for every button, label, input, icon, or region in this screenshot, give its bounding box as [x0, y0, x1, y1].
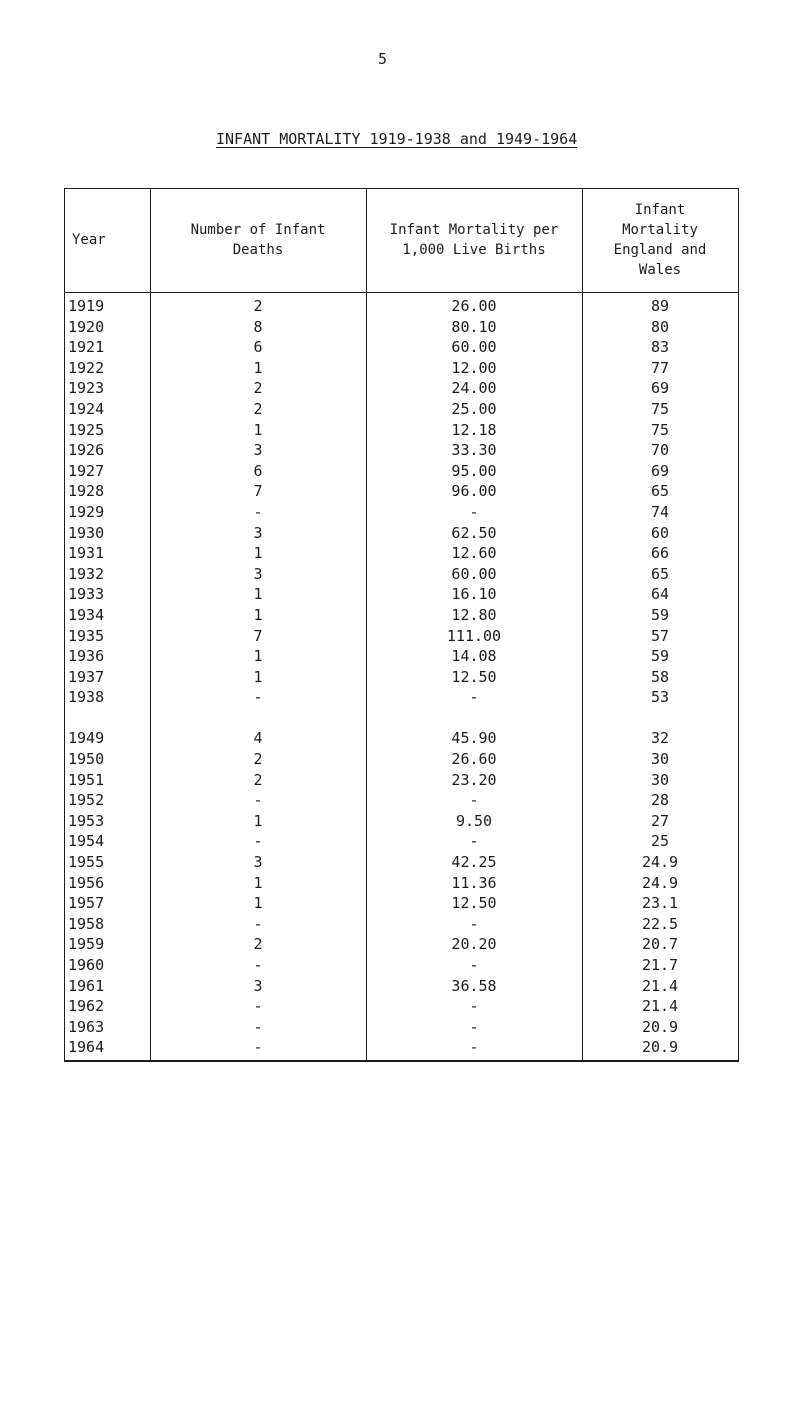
rate-cell: 80.10 [451, 317, 497, 336]
deaths-cell: - [253, 997, 263, 1016]
year-cell: 1954 [68, 832, 105, 851]
rate-cell: 24.00 [451, 379, 497, 398]
rate-cell: 111.00 [446, 626, 502, 645]
deaths-cell: - [253, 1017, 263, 1036]
england-wales-cell: 60 [650, 523, 670, 542]
table-row [64, 646, 739, 667]
england-wales-cell: 65 [650, 564, 670, 583]
year-cell: 1933 [68, 585, 105, 604]
table-row [64, 749, 739, 770]
deaths-cell: 2 [253, 399, 263, 418]
england-wales-cell: 58 [650, 667, 670, 686]
deaths-cell: 4 [253, 729, 263, 748]
deaths-cell: 1 [253, 358, 263, 377]
table-row [64, 317, 739, 338]
year-cell: 1928 [68, 482, 105, 501]
table-row [64, 728, 739, 749]
table-row [64, 1017, 739, 1038]
rate-cell: 12.50 [451, 667, 497, 686]
table-row [64, 626, 739, 647]
header-england-wales: Infant Mortality England and Wales [613, 202, 707, 278]
year-cell: 1953 [68, 811, 105, 830]
england-wales-cell: 74 [650, 502, 670, 521]
deaths-cell: 3 [253, 441, 263, 460]
england-wales-cell: 70 [650, 441, 670, 460]
deaths-cell: 1 [253, 811, 263, 830]
deaths-cell: 2 [253, 770, 263, 789]
rate-cell: 9.50 [455, 811, 493, 830]
year-cell: 1951 [68, 770, 105, 789]
year-cell: 1930 [68, 523, 105, 542]
rate-cell: - [469, 832, 479, 851]
rate-cell: 12.50 [451, 894, 497, 913]
deaths-cell: 1 [253, 873, 263, 892]
year-cell: 1934 [68, 605, 105, 624]
deaths-cell: - [253, 502, 263, 521]
england-wales-cell: 66 [650, 544, 670, 563]
table-row [64, 337, 739, 358]
deaths-cell: - [253, 688, 263, 707]
rate-cell: 14.08 [451, 647, 497, 666]
england-wales-cell: 30 [650, 770, 670, 789]
england-wales-cell: 21.4 [641, 997, 679, 1016]
rate-cell: 12.80 [451, 605, 497, 624]
table-row [64, 502, 739, 523]
england-wales-cell: 75 [650, 420, 670, 439]
table-body [64, 296, 739, 1058]
england-wales-cell: 30 [650, 750, 670, 769]
england-wales-cell: 57 [650, 626, 670, 645]
england-wales-cell: 65 [650, 482, 670, 501]
england-wales-cell: 23.1 [641, 894, 679, 913]
rate-cell: - [469, 502, 479, 521]
deaths-cell: 6 [253, 338, 263, 357]
deaths-cell: - [253, 956, 263, 974]
rate-cell: 33.30 [451, 441, 497, 460]
england-wales-cell: 21.4 [641, 976, 679, 995]
deaths-cell: 3 [253, 853, 263, 872]
document-title: INFANT MORTALITY 1919-1938 and 1949-1964 [216, 130, 578, 148]
rate-cell: - [469, 956, 479, 974]
deaths-cell: 2 [253, 379, 263, 398]
rate-cell: - [469, 791, 479, 810]
england-wales-cell: 64 [650, 585, 670, 604]
england-wales-cell: 20.9 [641, 1017, 679, 1036]
deaths-cell: 6 [253, 461, 263, 480]
deaths-cell: - [253, 914, 263, 933]
england-wales-cell: 20.9 [641, 1038, 679, 1057]
table-row [64, 934, 739, 955]
deaths-cell: 2 [253, 750, 263, 769]
year-cell: 1962 [68, 997, 105, 1016]
year-cell: 1957 [68, 894, 105, 913]
year-cell: 1963 [68, 1017, 105, 1036]
deaths-cell: 8 [253, 317, 263, 336]
england-wales-cell: 80 [650, 317, 670, 336]
table-row [64, 481, 739, 502]
rate-cell: 11.36 [451, 873, 497, 892]
table-bottom-border [64, 1060, 739, 1062]
table-row [64, 790, 739, 811]
year-cell: 1927 [68, 461, 105, 480]
page-number: 5 [378, 50, 388, 68]
table-row [64, 976, 739, 997]
deaths-cell: 1 [253, 585, 263, 604]
year-cell: 1959 [68, 935, 105, 954]
england-wales-cell: 59 [650, 647, 670, 666]
england-wales-cell: 32 [650, 729, 670, 748]
table-row [64, 873, 739, 894]
rate-cell: 45.90 [451, 729, 497, 748]
year-cell: 1921 [68, 338, 105, 357]
year-cell: 1950 [68, 750, 105, 769]
deaths-cell: 1 [253, 647, 263, 666]
table-row [64, 893, 739, 914]
rate-cell: 36.58 [451, 976, 497, 995]
year-cell: 1932 [68, 564, 105, 583]
year-cell: 1929 [68, 502, 105, 521]
table-row [64, 358, 739, 379]
table-row [64, 584, 739, 605]
table-row [64, 770, 739, 791]
year-cell: 1961 [68, 976, 105, 995]
rate-cell: 23.20 [451, 770, 497, 789]
table-row [64, 811, 739, 832]
deaths-cell: 3 [253, 564, 263, 583]
rate-cell: 26.60 [451, 750, 497, 769]
header-mortality-rate: Infant Mortality per 1,000 Live Births [389, 222, 559, 258]
year-cell: 1955 [68, 853, 105, 872]
table-row [64, 461, 739, 482]
england-wales-cell: 83 [650, 338, 670, 357]
period-gap [64, 708, 739, 729]
year-cell: 1960 [68, 956, 105, 974]
deaths-cell: 3 [253, 976, 263, 995]
england-wales-cell: 69 [650, 461, 670, 480]
deaths-cell: - [253, 832, 263, 851]
england-wales-cell: 25 [650, 832, 670, 851]
deaths-cell: 1 [253, 894, 263, 913]
england-wales-cell: 22.5 [641, 914, 679, 933]
deaths-cell: 1 [253, 544, 263, 563]
england-wales-cell: 20.7 [641, 935, 679, 954]
england-wales-cell: 69 [650, 379, 670, 398]
year-cell: 1919 [68, 297, 105, 315]
table-row [64, 420, 739, 441]
rate-cell: - [469, 997, 479, 1016]
rate-cell: 42.25 [451, 853, 497, 872]
england-wales-cell: 21.7 [641, 956, 679, 974]
year-cell: 1958 [68, 914, 105, 933]
table-row [64, 1037, 739, 1058]
deaths-cell: 7 [253, 482, 263, 501]
table-row [64, 564, 739, 585]
rate-cell: 60.00 [451, 338, 497, 357]
england-wales-cell: 75 [650, 399, 670, 418]
rate-cell: - [469, 1038, 479, 1057]
table-row [64, 831, 739, 852]
header-divider [64, 292, 739, 293]
table-row [64, 687, 739, 708]
rate-cell: 25.00 [451, 399, 497, 418]
england-wales-cell: 27 [650, 811, 670, 830]
england-wales-cell: 77 [650, 358, 670, 377]
year-cell: 1937 [68, 667, 105, 686]
year-cell: 1920 [68, 317, 105, 336]
england-wales-cell: 59 [650, 605, 670, 624]
header-infant-deaths: Number of Infant Deaths [190, 222, 326, 258]
table-row [64, 605, 739, 626]
infant-mortality-table [64, 188, 739, 1061]
year-cell: 1935 [68, 626, 105, 645]
rate-cell: 26.00 [451, 297, 497, 315]
table-row [64, 296, 739, 317]
table-row [64, 914, 739, 935]
year-cell: 1952 [68, 791, 105, 810]
deaths-cell: 1 [253, 420, 263, 439]
deaths-cell: 1 [253, 605, 263, 624]
year-cell: 1924 [68, 399, 105, 418]
year-cell: 1956 [68, 873, 105, 892]
rate-cell: 96.00 [451, 482, 497, 501]
deaths-cell: 2 [253, 935, 263, 954]
year-cell: 1964 [68, 1038, 105, 1057]
england-wales-cell: 24.9 [641, 873, 679, 892]
year-cell: 1923 [68, 379, 105, 398]
rate-cell: - [469, 1017, 479, 1036]
rate-cell: - [469, 914, 479, 933]
england-wales-cell: 24.9 [641, 853, 679, 872]
table-row [64, 852, 739, 873]
deaths-cell: - [253, 791, 263, 810]
england-wales-cell: 89 [650, 297, 670, 315]
table-row [64, 399, 739, 420]
year-cell: 1949 [68, 729, 105, 748]
header-year: Year [72, 232, 106, 248]
deaths-cell: 7 [253, 626, 263, 645]
table-row [64, 667, 739, 688]
year-cell: 1922 [68, 358, 105, 377]
year-cell: 1926 [68, 441, 105, 460]
rate-cell: - [469, 688, 479, 707]
rate-cell: 12.60 [451, 544, 497, 563]
table-row [64, 955, 739, 976]
table-row [64, 378, 739, 399]
rate-cell: 12.18 [451, 420, 497, 439]
rate-cell: 60.00 [451, 564, 497, 583]
deaths-cell: 3 [253, 523, 263, 542]
deaths-cell: 2 [253, 297, 263, 315]
england-wales-cell: 53 [650, 688, 670, 707]
year-cell: 1938 [68, 688, 105, 707]
year-cell: 1936 [68, 647, 105, 666]
table-row [64, 996, 739, 1017]
deaths-cell: - [253, 1038, 263, 1057]
table-row [64, 440, 739, 461]
deaths-cell: 1 [253, 667, 263, 686]
year-cell: 1925 [68, 420, 105, 439]
rate-cell: 20.20 [451, 935, 497, 954]
rate-cell: 62.50 [451, 523, 497, 542]
table-row [64, 543, 739, 564]
england-wales-cell: 28 [650, 791, 670, 810]
rate-cell: 12.00 [451, 358, 497, 377]
year-cell: 1931 [68, 544, 105, 563]
table-row [64, 523, 739, 544]
rate-cell: 95.00 [451, 461, 497, 480]
rate-cell: 16.10 [451, 585, 497, 604]
